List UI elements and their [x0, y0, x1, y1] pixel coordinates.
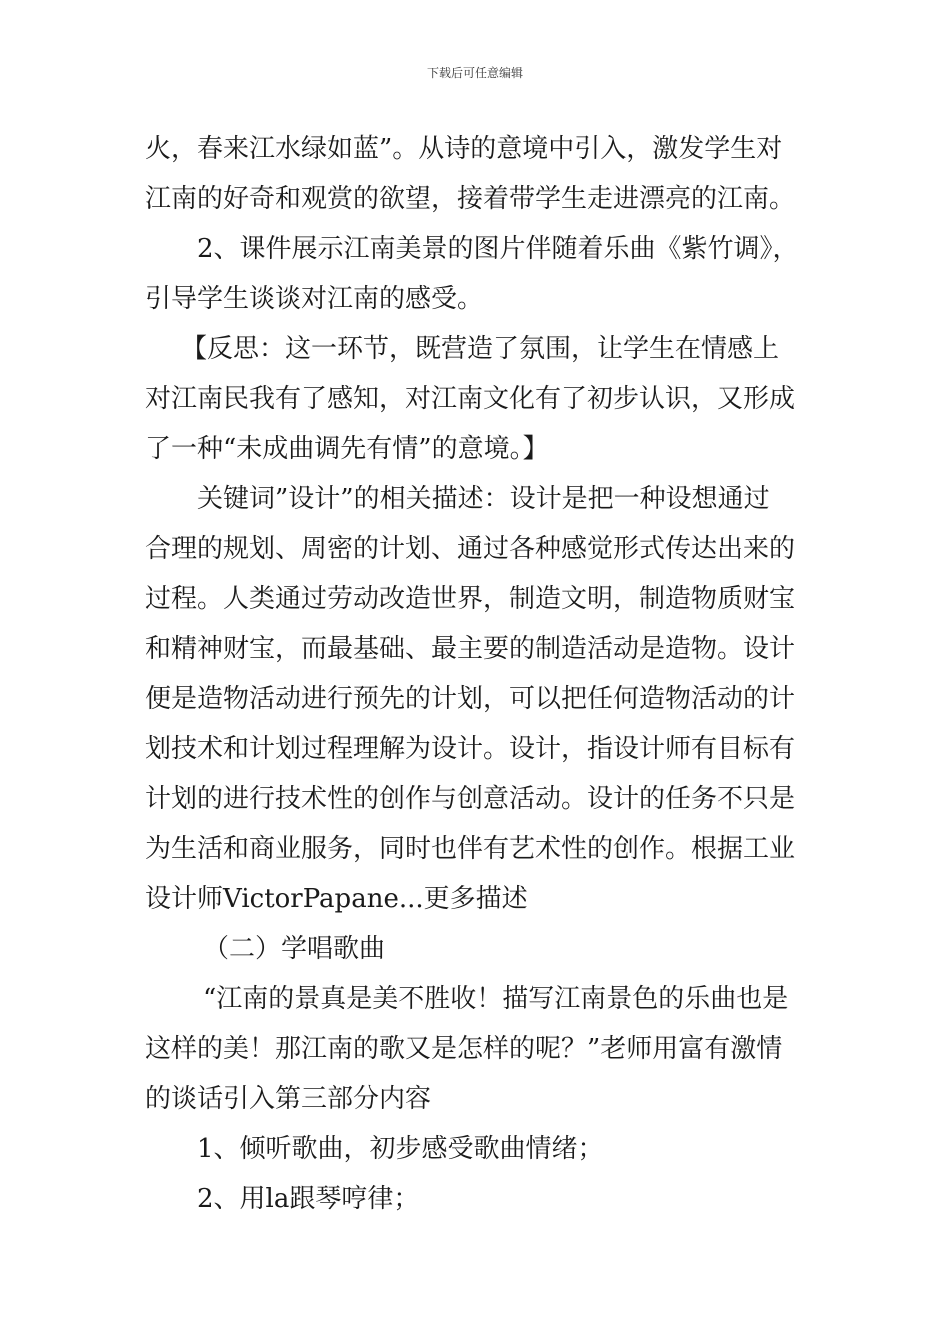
text-line: 划技术和计划过程理解为设计。设计，指设计师有目标有: [145, 734, 796, 764]
text-line: 2、课件展示江南美景的图片伴随着乐曲《紫竹调》，: [197, 234, 799, 264]
text-line: 这样的美！那江南的歌又是怎样的呢？”老师用富有激情: [145, 1034, 783, 1064]
reflection-line: 对江南民我有了感知，对江南文化有了初步认识，又形成: [145, 384, 796, 414]
text-line: 便是造物活动进行预先的计划，可以把任何造物活动的计: [145, 684, 796, 714]
section-heading: （二）学唱歌曲: [203, 934, 386, 964]
page-header: 下载后可任意编辑: [426, 66, 523, 80]
text-line: 计划的进行技术性的创作与创意活动。设计的任务不只是: [145, 784, 796, 814]
text-line: 江南的好奇和观赏的欲望，接着带学生走进漂亮的江南。: [145, 184, 796, 214]
text-line: 火，春来江水绿如蓝”。从诗的意境中引入，激发学生对: [145, 134, 783, 164]
document-body: [145, 124, 815, 1224]
text-line: 合理的规划、周密的计划、通过各种感觉形式传达出来的: [145, 534, 796, 564]
text-line: “江南的景真是美不胜收！描写江南景色的乐曲也是: [203, 984, 789, 1014]
text-line: 和精神财宝，而最基础、最主要的制造活动是造物。设计: [145, 634, 796, 664]
text-line: 的谈话引入第三部分内容: [145, 1084, 432, 1114]
text-line: 过程。人类通过劳动改造世界，制造文明，制造物质财宝: [145, 584, 796, 614]
list-item: 1、倾听歌曲，初步感受歌曲情绪；: [197, 1134, 604, 1164]
text-line: 为生活和商业服务，同时也伴有艺术性的创作。根据工业: [145, 834, 796, 864]
reflection-line: 了一种“未成曲调先有情”的意境。】: [145, 434, 549, 464]
list-item: 2、用la跟琴哼律；: [197, 1184, 420, 1214]
text-line: 引导学生谈谈对江南的感受。: [145, 284, 484, 314]
text-line: 设计师VictorPapane...更多描述: [145, 884, 528, 914]
reflection-line: 【反思：这一环节，既营造了氛围，让学生在情感上: [181, 334, 780, 364]
text-line: 关键词”设计”的相关描述：设计是把一种设想通过: [197, 484, 770, 514]
